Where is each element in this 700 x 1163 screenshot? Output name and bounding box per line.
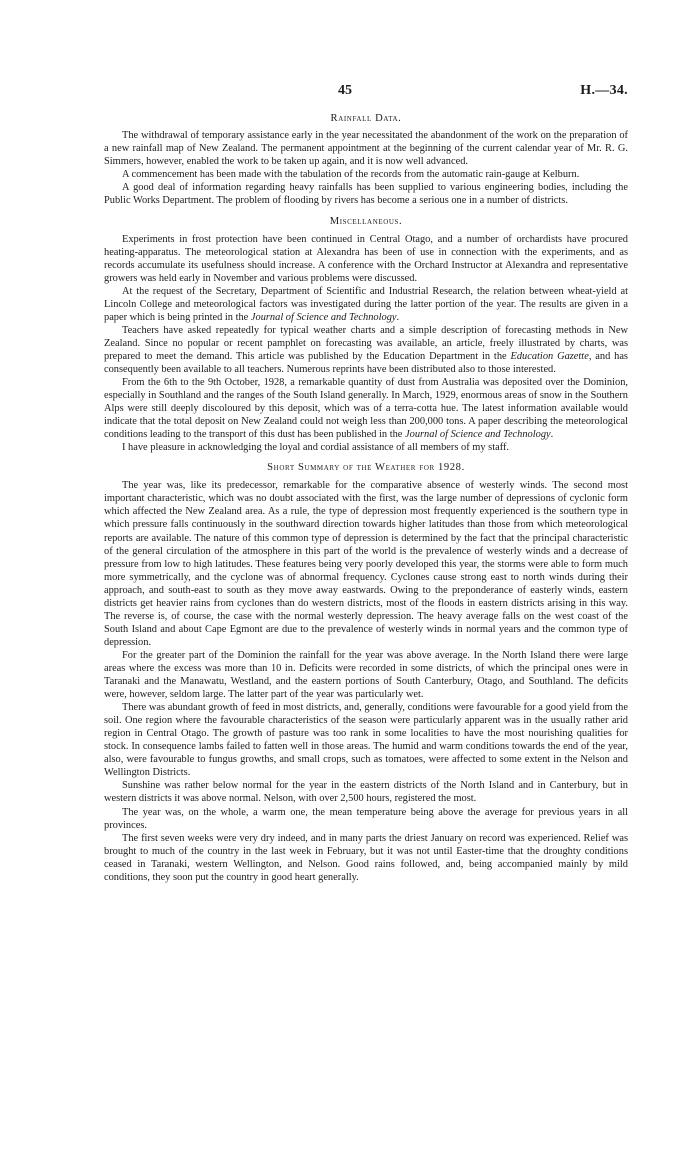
section-heading: Short Summary of the Weather for 1928. <box>267 462 465 474</box>
paragraph: The year was, like its predecessor, remarkable for the comparative absence of westerly winds. The second most important characteristic, which was no doubt associated with the first, was the large number of depressions of cyclonic form which affected the New Zealand area. As a rule, the type of depression most frequently experienced is the southern type in which pressure falls continuously in the southward direction towards higher latitudes than those from which meteorological reports are available. The nature of this common type of depression is determined by the fact that the principal characteristic of the general circulation of the atmosphere in this part of the world is the prevalence of westerly winds and a decrease of pressure from low to high latitudes. These features being very poorly developed this year, the storms were able to form much more symmetrically, and the cyclone was of abnormal frequency. Cyclones cause strong east to north winds during their approach, and south-east to south as they move away eastwards. Owing to the preponderance of easterly winds, eastern districts get heavier rains from cyclones than do western districts, most of the floods in eastern districts arising in this way. The reverse is, of course, the case with the normal westerly depression. The heavy average falls on the west coast of the South Island and about Cape Egmont are due to the prevalence of westerly winds in normal years and the common type of depression. <box>104 480 628 648</box>
paragraph <box>104 285 628 324</box>
paragraph <box>104 324 628 376</box>
paragraph: Sunshine was rather below normal for the year in the eastern districts of the North Island and in Canterbury, but in western districts it was above normal. Nelson, with over 2,500 hours, registered the most. <box>104 780 628 805</box>
section-miscellaneous <box>104 215 628 454</box>
paragraph: There was abundant growth of feed in most districts, and, generally, conditions were favourable for a good yield from the soil. One region where the favourable characteristics of the season were particularly apparent was in the usually rather arid region in Central Otago. The growth of pasture was too rank in some localities to have the most nourishing qualities for stock. In consequence lambs failed to fatten well in those areas. The humid and warm conditions towards the end of the year, also, were favourable to fungus growths, and small crops, such as tomatoes, were affected to some extent in the Nelson and Wellington Districts. <box>104 702 628 779</box>
paragraph-text: , and has consequently been available to all teachers. Numerous reprints have been distributed also to those interested. <box>104 351 628 376</box>
document-reference: H.—34. <box>580 83 628 98</box>
paragraph: For the greater part of the Dominion the rainfall for the year was above average. In the North Island there were large areas where the excess was more than 10 in. Deficits were recorded in some districts, of which the principal ones were in Taranaki and the Manawatu, Westland, and the eastern portions of South Canterbury, Otago, and Southland. The deficits were, however, seldom large. The latter part of the year was particularly wet. <box>104 649 628 701</box>
paragraph <box>104 376 628 441</box>
paragraph-text: At the request of the Secretary, Department of Scientific and Industrial Research, the relation between wheat-yield at Lincoln College and meteorological factors was investigated during the latter portion of the year. The results are given in a paper which is being printed in the <box>104 286 628 324</box>
paragraph: The first seven weeks were very dry indeed, and in many parts the driest January on record was experienced. Relief was brought to much of the country in the last week in February, but it was not until Easter-time that the droughty conditions ceased in Taranaki, western Wellington, and Nelson. Good rains followed, and, being accompanied mainly by mild conditions, they soon put the country in good heart generally. <box>104 832 628 883</box>
paragraph: A good deal of information regarding heavy rainfalls has been supplied to various engineering bodies, including the Public Works Department. The problem of flooding by rivers has become a serious one in a number of districts. <box>104 181 628 206</box>
section-weather-summary <box>104 461 628 884</box>
gazette-title: Education Gazette <box>510 351 589 363</box>
paragraph-text: Teachers have asked repeatedly for typical weather charts and a simple description of forecasting methods in New Zealand. Since no popular or recent pamphlet on forecasting was available, an article, freely illustrated by charts, was prepared to meet the demand. This article was published by the Education Department in the <box>104 325 628 363</box>
paragraph-text: . <box>550 429 554 441</box>
paragraph: The year was, on the whole, a warm one, the mean temperature being above the average for previous years in all provinces. <box>104 806 628 831</box>
paragraph: The withdrawal of temporary assistance early in the year necessitated the abandonment of the work on the preparation of a new rainfall map of New Zealand. The permanent appointment at the beginning of the current calendar year of Mr. R. G. Simmers, however, enabled the work to be taken up again, and it is now well advanced. <box>104 130 628 168</box>
paragraph: A commencement has been made with the tabulation of the records from the automatic rain-gauge at Kelburn. <box>122 169 580 181</box>
section-heading: Miscellaneous. <box>329 215 403 227</box>
page-number: 45 <box>338 83 352 98</box>
journal-title: Journal of Science and Technology <box>405 429 551 441</box>
paragraph-text: . <box>396 312 400 324</box>
page-header <box>104 84 628 108</box>
paragraph: I have pleasure in acknowledging the loyal and cordial assistance of all members of my staff. <box>122 442 510 454</box>
paragraph-text: From the 6th to the 9th October, 1928, a remarkable quantity of dust from Australia was deposited over the Dominion, especially in Southland and the ranges of the South Island generally. In March, 1929, enormous areas of snow in the Southern Alps were still deeply discoloured by this deposit, which was of a terra-cotta hue. The latest information available would indicate that the total deposit on New Zealand could not weigh less than 200,000 tons. A paper describing the meteorological conditions leading to the transport of this dust has been published in the <box>104 377 628 441</box>
paragraph: Experiments in frost protection have been continued in Central Otago, and a number of orchardists have procured heating-apparatus. The meteorological station at Alexandra has been of use in connection with the experiments, and as records accumulate its usefulness should increase. A conference with the Orchard Instructor at Alexandra and representative growers was held early in November and various problems were discussed. <box>104 234 628 285</box>
section-rainfall-data <box>104 112 628 208</box>
journal-title: Journal of Science and Technology <box>250 312 397 324</box>
section-heading: Rainfall Data. <box>330 113 402 124</box>
